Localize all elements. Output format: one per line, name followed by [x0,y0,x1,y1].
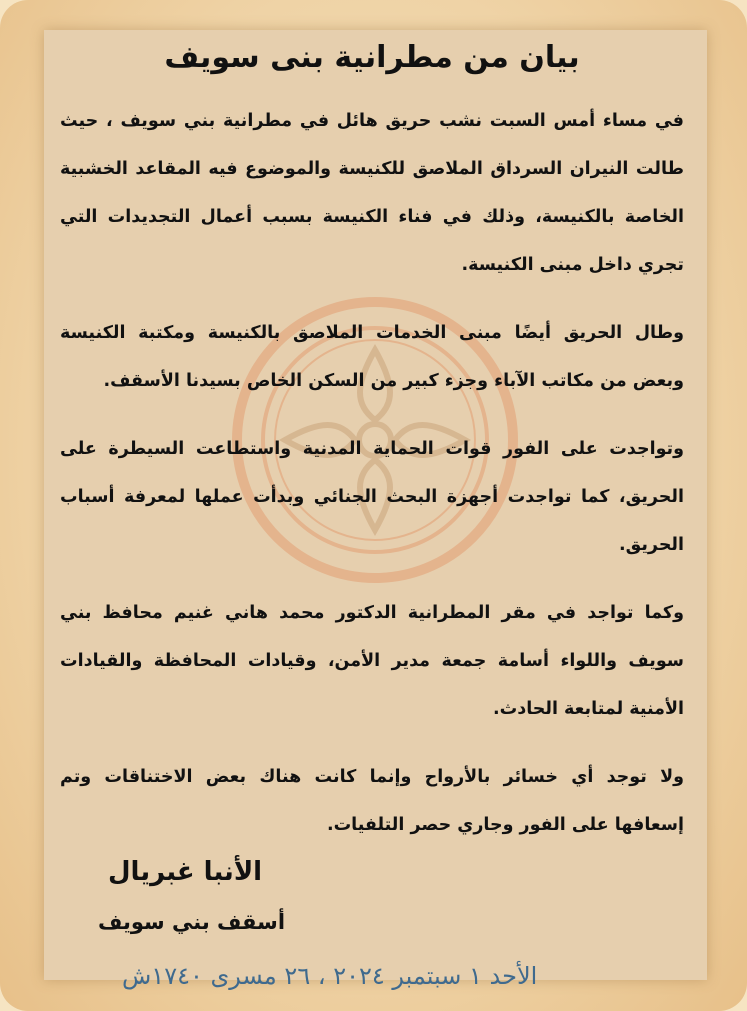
signature-title: أسقف بني سويف [98,910,286,934]
paragraph-officials: وكما تواجد في مقر المطرانية الدكتور محمد هاني غنيم محافظ بني سويف واللواء أسامة جمعة مدير الأمن، وقيادات المحافظة والقيادات الأمنية لمتابعة الحادث. [60,603,684,719]
paragraph-civil-protection: وتواجدت على الفور قوات الحماية المدنية واستطاعت السيطرة على الحريق، كما تواجدت أجهزة البحث الجنائي وبدأت عملها لمعرفة أسباب الحريق. [60,439,684,555]
paragraph-damage: وطال الحريق أيضًا مبنى الخدمات الملاصق بالكنيسة ومكتبة الكنيسة وبعض من مكاتب الآباء وجزء كبير من السكن الخاص بسيدنا الأسقف. [60,323,684,391]
paragraph-fire-description: في مساء أمس السبت نشب حريق هائل في مطرانية بني سويف ، حيث طالت النيران السرداق الملاصق للكنيسة والموضوع فيه المقاعد الخشبية الخاصة بالكنيسة، وذلك في فناء الكنيسة بسبب أعمال التجديدات التي تجري داخل مبنى الكنيسة. [60,111,684,275]
signature-name: الأنبا غبريال [108,857,263,887]
paragraph-casualties: ولا توجد أي خسائر بالأرواح وإنما كانت هناك بعض الاختناقات وتم إسعافها على الفور وجاري حصر التلفيات. [60,767,684,835]
statement-body [60,40,684,869]
page-title: بيان من مطرانية بنى سويف [164,40,580,75]
document-date: الأحد ١ سبتمبر ٢٠٢٤ ، ٢٦ مسرى ١٧٤٠ش [122,962,538,990]
